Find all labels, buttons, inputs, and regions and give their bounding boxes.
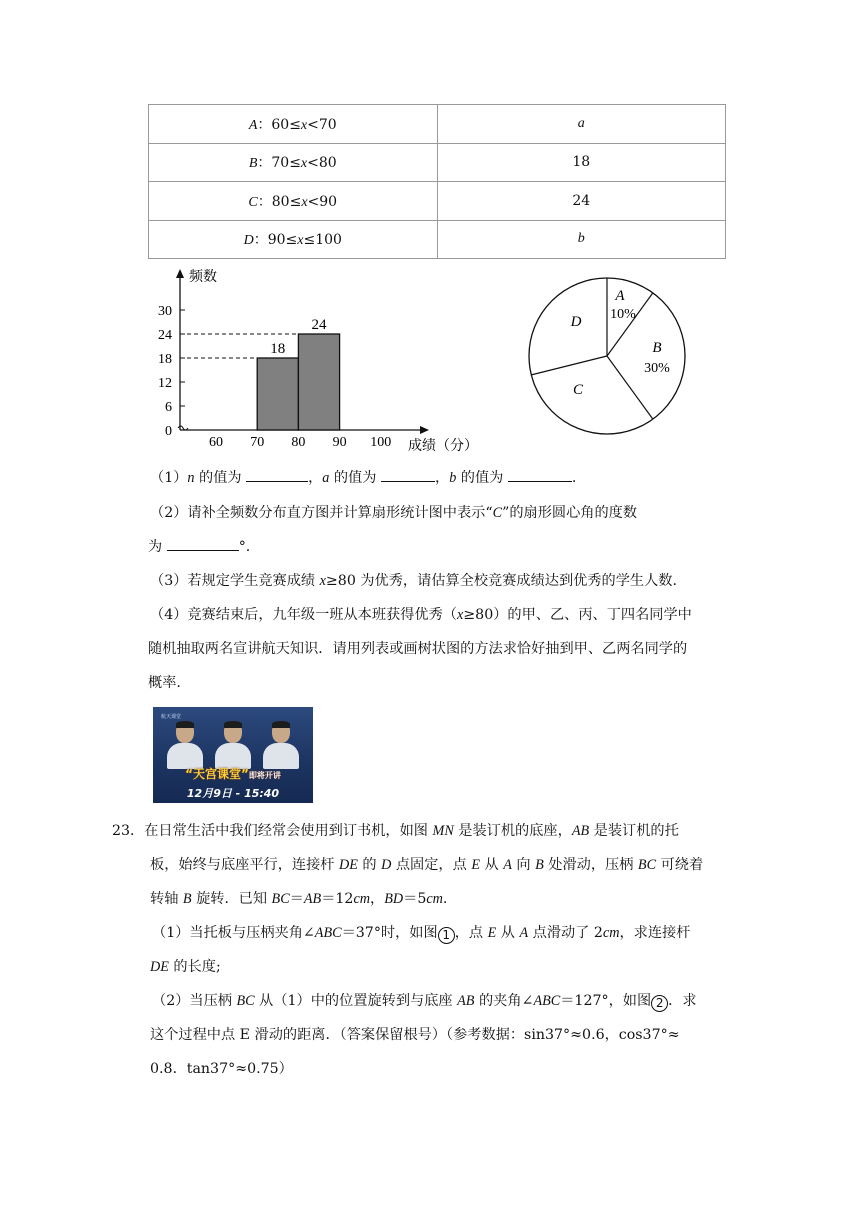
q23-part2-line3: 0.8．tan37°≈0.75） <box>150 1061 293 1077</box>
frequency-table <box>148 104 726 259</box>
frequency-cell: 18 <box>437 143 726 182</box>
answer-blank-angle[interactable] <box>167 537 239 551</box>
histogram-bar <box>257 358 298 430</box>
group-range-cell: A：60≤x<70 <box>149 105 438 144</box>
bar-value-label: 24 <box>311 317 327 333</box>
x-tick-label: 60 <box>209 435 223 450</box>
pie-label: 30% <box>644 361 670 376</box>
x-axis-label: 成绩（分） <box>408 438 478 454</box>
frequency-cell: b <box>437 220 726 259</box>
q23-part1-line1: （1）当托板与压柄夹角∠ABC＝37°时，如图 1 ，点 E 从 A 点滑动了 2cm，求连接杆 <box>152 925 691 942</box>
astronaut-figure <box>215 721 251 767</box>
pie-label: B <box>652 340 662 356</box>
y-tick-label: 12 <box>158 376 172 391</box>
group-range-cell: C：80≤x<90 <box>149 182 438 221</box>
x-tick-label: 100 <box>370 435 392 450</box>
pie-label: 10% <box>610 307 636 322</box>
x-tick-label: 80 <box>291 435 306 450</box>
q22-part4-line3: 概率. <box>148 675 181 691</box>
q23-line1: 23．在日常生活中我们经常会使用到订书机，如图 MN 是装订机的底座，AB 是装订机的托 <box>112 823 679 839</box>
answer-blank-a[interactable] <box>381 468 435 482</box>
q23-part2-line2: 这个过程中点 E 滑动的距离．（答案保留根号）（参考数据：sin37°≈0.6，cos37°≈ <box>150 1027 680 1043</box>
frequency-histogram <box>150 264 480 460</box>
q23-part2-line1: （2）当压柄 BC 从（1）中的位置旋转到与底座 AB 的夹角∠ABC＝127°，如图 2 ．求 <box>152 993 697 1010</box>
q22-part4-line2: 随机抽取两名宣讲航天知识．请用列表或画树状图的方法求恰好抽到甲、乙两名同学的 <box>148 641 688 657</box>
y-tick-label: 30 <box>158 304 172 319</box>
y-axis-label: 频数 <box>189 269 217 285</box>
table-row <box>149 143 726 182</box>
x-tick-label: 90 <box>332 435 347 450</box>
pie-label: A <box>615 288 625 304</box>
table-row <box>149 105 726 144</box>
group-range-cell: B：70≤x<80 <box>149 143 438 182</box>
q22-part2-line1: （2）请补全频数分布直方图并计算扇形统计图中表示“C”的扇形圆心角的度数 <box>150 505 638 521</box>
q23-part1-line2: DE 的长度; <box>150 959 221 975</box>
answer-blank-n[interactable] <box>246 468 308 482</box>
q23-line3: 转轴 B 旋转．已知 BC＝AB＝12cm，BD＝5cm. <box>150 891 448 907</box>
table-row <box>149 220 726 259</box>
group-range-cell: D：90≤x≤100 <box>149 220 438 259</box>
bar-value-label: 18 <box>270 341 286 357</box>
x-axis-arrow <box>420 426 429 434</box>
figure-2-circled-number: 2 <box>651 995 668 1012</box>
q22-part4-line1: （4）竞赛结束后，九年级一班从本班获得优秀（x≥80）的甲、乙、丙、丁四名同学中 <box>150 607 692 623</box>
banner-title: “天宫课堂”即将开讲 <box>185 767 281 781</box>
pie-chart <box>520 262 690 442</box>
figure-1-circled-number: 1 <box>438 927 455 944</box>
y-tick-label: 0 <box>165 424 172 439</box>
y-axis-arrow <box>176 269 184 278</box>
pie-label: C <box>572 382 584 398</box>
q22-part3: （3）若规定学生竞赛成绩 x≥80 为优秀，请估算全校竞赛成绩达到优秀的学生人数. <box>150 573 678 589</box>
answer-blank-b[interactable] <box>508 468 572 482</box>
frequency-cell: a <box>437 105 726 144</box>
table-row <box>149 182 726 221</box>
astronaut-figure <box>263 721 299 767</box>
banner-logo: 航天课堂 <box>161 714 182 720</box>
histogram-bar <box>298 334 339 430</box>
banner-date: 12月9日 - 15:40 <box>186 787 280 800</box>
pie-label: D <box>570 314 582 330</box>
frequency-cell: 24 <box>437 182 726 221</box>
q23-line2: 板，始终与底座平行，连接杆 DE 的 D 点固定，点 E 从 A 向 B 处滑动，压柄 BC 可绕着 <box>150 857 704 873</box>
q22-part2-line2: 为 °. <box>148 539 251 555</box>
y-tick-label: 24 <box>158 328 172 343</box>
q22-part1: （1）n 的值为 ，a 的值为 ，b 的值为 . <box>150 470 577 486</box>
astronaut-figure <box>167 721 203 767</box>
x-tick-label: 70 <box>250 435 265 450</box>
y-tick-label: 6 <box>165 400 172 415</box>
tiangong-classroom-banner <box>153 707 313 803</box>
y-tick-label: 18 <box>158 352 172 367</box>
